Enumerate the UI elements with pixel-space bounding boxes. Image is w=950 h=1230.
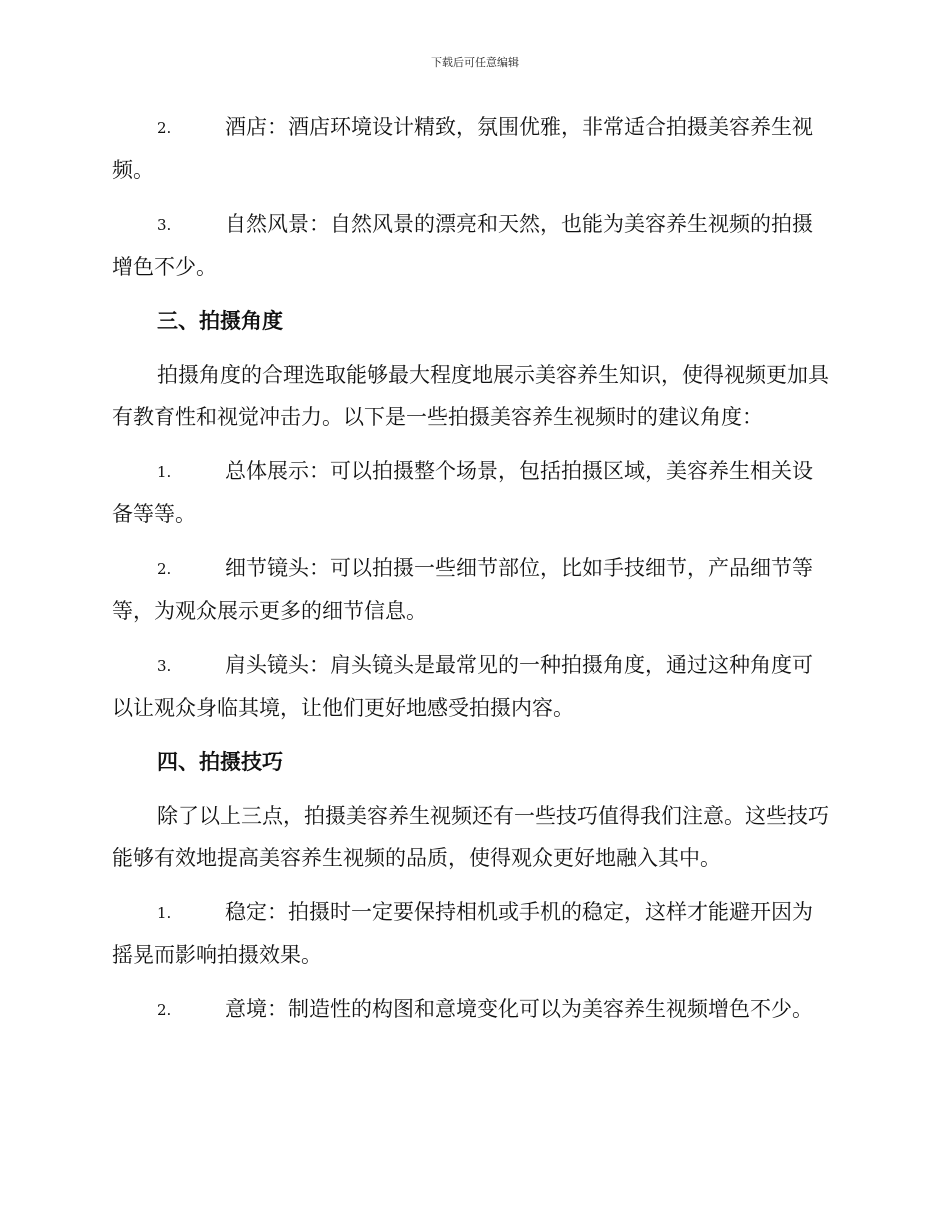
list-text: 自然风景：自然风景的漂亮和天然，也能为美容养生视频的拍摄增色不少。 [112,212,813,279]
document-body [112,106,832,1043]
list-number: 1. [157,463,172,481]
list-item [112,450,832,535]
list-number: 3. [157,657,172,675]
list-number: 2. [157,119,172,137]
list-item [112,106,832,191]
section-heading: 三、拍摄角度 [157,309,283,333]
list-text: 酒店：酒店环境设计精致，氛围优雅，非常适合拍摄美容养生视频。 [112,115,813,182]
list-number: 2. [157,1001,172,1019]
list-text: 意境：制造性的构图和意境变化可以为美容养生视频增色不少。 [225,997,813,1021]
list-item [112,203,832,288]
list-text: 细节镜头：可以拍摄一些细节部位，比如手技细节，产品细节等等，为观众展示更多的细节信息。 [112,556,813,623]
list-text: 总体展示：可以拍摄整个场景，包括拍摄区域，美容养生相关设备等等。 [112,459,813,526]
paragraph: 除了以上三点，拍摄美容养生视频还有一些技巧值得我们注意。这些技巧能够有效地提高美容养生视频的品质，使得观众更好地融入其中。 [112,804,829,870]
list-text: 稳定：拍摄时一定要保持相机或手机的稳定，这样才能避开因为摇晃而影响拍摄效果。 [112,900,813,967]
list-text: 肩头镜头：肩头镜头是最常见的一种拍摄角度，通过这种角度可以让观众身临其境，让他们更好地感受拍摄内容。 [112,653,813,720]
list-item [112,988,832,1031]
section-heading: 四、拍摄技巧 [157,750,283,774]
list-number: 1. [157,904,172,922]
list-number: 3. [157,216,172,234]
paragraph: 拍摄角度的合理选取能够最大程度地展示美容养生知识，使得视频更加具有教育性和视觉冲击力。以下是一些拍摄美容养生视频时的建议角度： [112,363,829,429]
list-item [112,644,832,729]
list-number: 2. [157,560,172,578]
page-header: 下载后可任意编辑 [431,56,519,69]
list-item [112,891,832,976]
list-item [112,547,832,632]
